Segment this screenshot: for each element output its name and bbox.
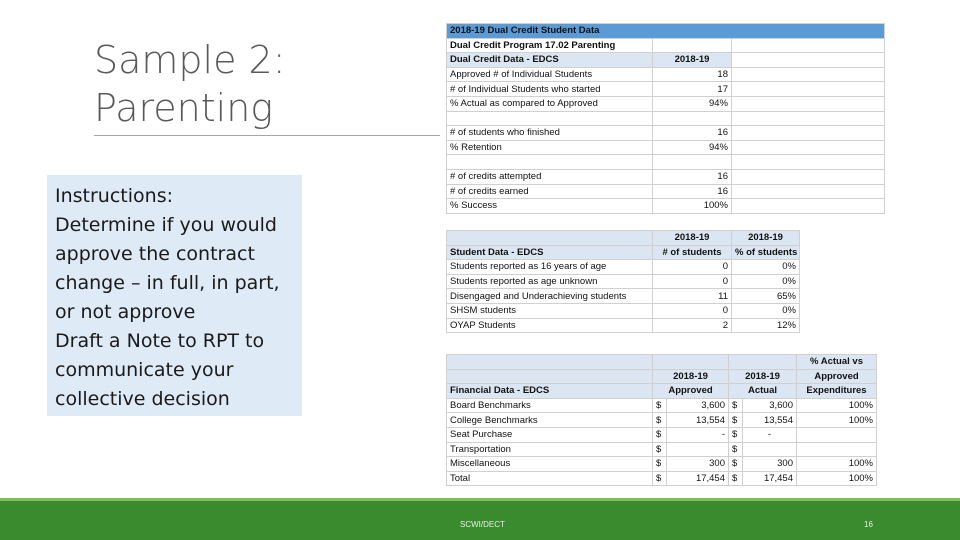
table-row [447, 413, 877, 428]
slide-title-line-2: Parenting [94, 86, 274, 130]
table-row [447, 303, 800, 318]
instructions-line: communicate your [55, 359, 234, 381]
row-value: 94% [653, 96, 732, 111]
row-value: 0 [653, 274, 732, 289]
currency-sign: $ [729, 398, 743, 413]
column-header: Approved [653, 384, 729, 399]
row-label: Board Benchmarks [447, 398, 653, 413]
row-label: Transportation [447, 442, 653, 457]
instructions-line: Instructions: [55, 185, 173, 207]
table-row [447, 289, 800, 304]
student-data-sheet [446, 230, 800, 333]
row-label: SHSM students [447, 303, 653, 318]
table-row [447, 318, 800, 333]
footer-bar [0, 498, 960, 540]
table-header-row [447, 245, 800, 260]
row-label: Students reported as age unknown [447, 274, 653, 289]
program-data-sheet [446, 23, 885, 214]
currency-sign: $ [653, 442, 667, 457]
title-divider [94, 135, 440, 136]
column-header: Dual Credit Data - EDCS [447, 53, 653, 68]
row-value: - [743, 427, 797, 442]
row-value: 0% [732, 274, 800, 289]
column-header: Approved [797, 369, 877, 384]
row-value: 18 [653, 67, 732, 82]
program-name-row [447, 38, 885, 53]
row-value: 65% [732, 289, 800, 304]
page-number: 16 [864, 520, 873, 529]
row-label: OYAP Students [447, 318, 653, 333]
column-header: 2018-19 [653, 369, 729, 384]
row-value [653, 155, 732, 170]
row-label: Total [447, 471, 653, 486]
row-label: % Actual as compared to Approved [447, 96, 653, 111]
table-row [447, 82, 885, 97]
table-header-row [447, 231, 800, 246]
currency-sign: $ [729, 427, 743, 442]
table-header-row [447, 369, 877, 384]
row-label: Miscellaneous [447, 457, 653, 472]
row-value: 94% [653, 140, 732, 155]
instructions-line: or not approve [55, 301, 196, 323]
table-row [447, 260, 800, 275]
row-value: 0 [653, 260, 732, 275]
table-row [447, 199, 885, 214]
table-row [447, 398, 877, 413]
currency-sign: $ [653, 398, 667, 413]
row-value: 16 [653, 126, 732, 141]
row-value [653, 111, 732, 126]
instructions-line: approve the contract [55, 243, 255, 265]
row-value: 3,600 [743, 398, 797, 413]
row-value: - [667, 427, 729, 442]
table-row [447, 457, 877, 472]
row-label: # of Individual Students who started [447, 82, 653, 97]
sheet-heading: 2018-19 Dual Credit Student Data [447, 24, 885, 39]
column-header: % of students [732, 245, 800, 260]
instructions-line: Draft a Note to RPT to [55, 330, 265, 352]
currency-sign: $ [729, 442, 743, 457]
row-label: # of credits earned [447, 184, 653, 199]
row-label: Disengaged and Underachieving students [447, 289, 653, 304]
row-value: 11 [653, 289, 732, 304]
currency-sign: $ [729, 471, 743, 486]
row-label: Students reported as 16 years of age [447, 260, 653, 275]
row-value: 13,554 [743, 413, 797, 428]
column-header: 2018-19 [653, 231, 732, 246]
instructions-line: Determine if you would [55, 214, 277, 236]
column-header: Student Data - EDCS [447, 245, 653, 260]
column-header: % Actual vs [797, 355, 877, 370]
table-row [447, 169, 885, 184]
row-value: 100% [797, 471, 877, 486]
table-row [447, 442, 877, 457]
column-header: 2018-19 [653, 53, 732, 68]
table-row [447, 155, 885, 170]
instructions-line: change – in full, in part, [55, 272, 280, 294]
table-header-row [447, 384, 877, 399]
row-value: 100% [797, 457, 877, 472]
instructions-box [47, 175, 302, 416]
table-row [447, 274, 800, 289]
row-value: 2 [653, 318, 732, 333]
row-value: 300 [667, 457, 729, 472]
row-value [797, 442, 877, 457]
column-header: # of students [653, 245, 732, 260]
row-label [447, 111, 653, 126]
program-name: Dual Credit Program 17.02 Parenting [447, 38, 653, 53]
column-header: Financial Data - EDCS [447, 384, 653, 399]
row-label: # of credits attempted [447, 169, 653, 184]
slide-title [94, 36, 424, 132]
row-value: 16 [653, 169, 732, 184]
table-row [447, 111, 885, 126]
table-header-row [447, 53, 885, 68]
column-header: 2018-19 [729, 369, 797, 384]
row-value: 100% [797, 398, 877, 413]
currency-sign: $ [653, 471, 667, 486]
row-value: 300 [743, 457, 797, 472]
currency-sign: $ [729, 413, 743, 428]
table-row [447, 471, 877, 486]
table-row [447, 140, 885, 155]
instructions-line: collective decision [55, 388, 230, 410]
row-label: # of students who finished [447, 126, 653, 141]
row-value: 13,554 [667, 413, 729, 428]
currency-sign: $ [653, 457, 667, 472]
currency-sign: $ [653, 427, 667, 442]
financial-data-table [446, 354, 877, 486]
currency-sign: $ [653, 413, 667, 428]
program-data-table [446, 23, 885, 214]
row-value: 12% [732, 318, 800, 333]
table-row [447, 427, 877, 442]
column-header: 2018-19 [732, 231, 800, 246]
row-label: % Retention [447, 140, 653, 155]
table-row [447, 96, 885, 111]
currency-sign: $ [729, 457, 743, 472]
row-label: % Success [447, 199, 653, 214]
table-row [447, 67, 885, 82]
footer-accent-line [0, 498, 960, 501]
row-value: 100% [653, 199, 732, 214]
table-header-row [447, 355, 877, 370]
row-value: 16 [653, 184, 732, 199]
row-value [667, 442, 729, 457]
row-value: 17,454 [667, 471, 729, 486]
row-value: 0% [732, 260, 800, 275]
sheet-heading-row [447, 24, 885, 39]
row-label [447, 155, 653, 170]
row-label: College Benchmarks [447, 413, 653, 428]
row-value [797, 427, 877, 442]
row-label: Seat Purchase [447, 427, 653, 442]
student-data-table [446, 230, 800, 333]
footer-label: SCWI/DECT [460, 520, 505, 529]
slide-title-line-1: Sample 2: [94, 38, 286, 82]
table-row [447, 184, 885, 199]
table-row [447, 126, 885, 141]
financial-data-sheet [446, 354, 877, 486]
row-label: Approved # of Individual Students [447, 67, 653, 82]
column-header: Actual [729, 384, 797, 399]
row-value: 0% [732, 303, 800, 318]
row-value: 100% [797, 413, 877, 428]
row-value: 17,454 [743, 471, 797, 486]
row-value: 17 [653, 82, 732, 97]
row-value: 0 [653, 303, 732, 318]
row-value: 3,600 [667, 398, 729, 413]
row-value [743, 442, 797, 457]
column-header: Expenditures [797, 384, 877, 399]
